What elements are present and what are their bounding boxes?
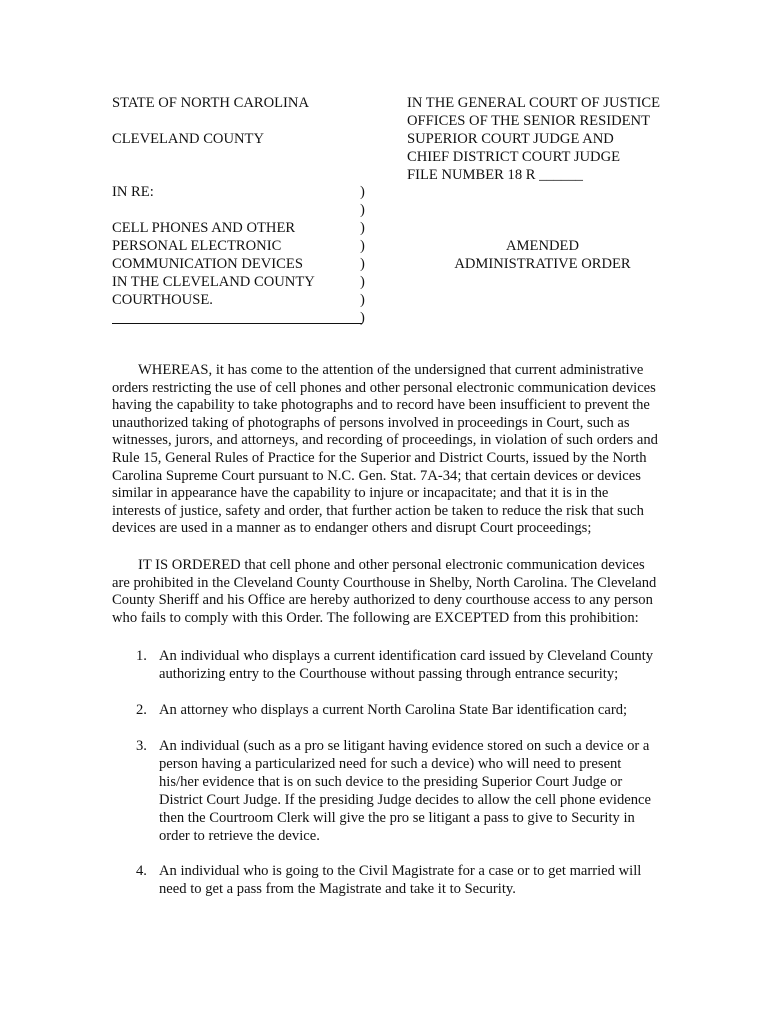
paragraph-line: orders restricting the use of cell phones and other personal electronic communication devices [112, 379, 656, 396]
paragraph-line: having the capability to take photographs and to record have been insufficient to prevent the [112, 397, 650, 414]
caption-paren: ) [360, 310, 365, 326]
paragraph-line: IT IS ORDERED that cell phone and other personal electronic communication devices [138, 557, 645, 573]
exception-item [159, 701, 679, 719]
exception-line: then the Courtroom Clerk will give the pro se litigant a pass to give to Security in [159, 810, 635, 826]
in-re-label: IN RE: [112, 184, 154, 200]
caption-paren: ) [360, 256, 365, 272]
matter-line: COMMUNICATION DEVICES [112, 256, 303, 272]
county-heading: CLEVELAND COUNTY [112, 131, 265, 147]
matter-line: COURTHOUSE. [112, 292, 213, 308]
court-heading-line: IN THE GENERAL COURT OF JUSTICE [407, 95, 661, 111]
paragraph-line: County Sheriff and his Office are hereby authorized to deny courthouse access to any person [112, 592, 653, 609]
paragraph-line: similar in appearance have the capability to injure or incapacitate; and that it is in the [112, 485, 609, 502]
court-heading-line: CHIEF DISTRICT COURT JUDGE [407, 149, 621, 165]
exception-line: order to retrieve the device. [159, 828, 320, 844]
matter-line: IN THE CLEVELAND COUNTY [112, 274, 315, 290]
caption-paren: ) [360, 238, 365, 254]
caption-paren: ) [360, 202, 365, 218]
exception-line: District Court Judge. If the presiding Judge decides to allow the cell phone evidence [159, 792, 651, 808]
paragraph-line: WHEREAS, it has come to the attention of the undersigned that current administrative [138, 362, 644, 378]
exception-line: his/her evidence that is on such device to the presiding Superior Court Judge or [159, 774, 623, 790]
paragraph-line: witnesses, jurors, and attorneys, and recording of proceedings, in violation of such orders and [112, 432, 658, 449]
exception-number: 1. [136, 648, 147, 664]
ordered-paragraph [112, 557, 657, 627]
whereas-paragraph [112, 362, 658, 538]
caption-paren: ) [360, 184, 365, 200]
file-number: FILE NUMBER 18 R ______ [407, 167, 583, 183]
exception-line: need to get a pass from the Magistrate and take it to Security. [159, 881, 516, 897]
caption-underline [112, 323, 362, 324]
exception-line: person having a particularized need for such a device) who will need to present [159, 756, 622, 772]
order-title-administrative: ADMINISTRATIVE ORDER [454, 256, 631, 272]
exception-line: authorizing entry to the Courthouse without passing through entrance security; [159, 666, 619, 682]
exception-line: An individual (such as a pro se litigant having evidence stored on such a device or a [159, 738, 650, 754]
paragraph-line: devices are used in a manner as to endanger others and disrupt Court proceedings; [112, 520, 592, 537]
exception-item [159, 647, 679, 683]
exception-line: An attorney who displays a current North Carolina State Bar identification card; [159, 702, 628, 718]
order-title-amended: AMENDED [506, 238, 579, 254]
paragraph-line: are prohibited in the Cleveland County Courthouse in Shelby, North Carolina. The Cleveland [112, 574, 657, 591]
state-heading: STATE OF NORTH CAROLINA [112, 95, 309, 111]
exception-number: 3. [136, 738, 147, 754]
matter-line: CELL PHONES AND OTHER [112, 220, 296, 236]
paragraph-line: interests of justice, safety and order, that further action be taken to reduce the risk that such [112, 502, 644, 519]
caption-paren: ) [360, 220, 365, 236]
exception-number: 2. [136, 702, 147, 718]
exception-item [159, 737, 679, 845]
court-heading-line: SUPERIOR COURT JUDGE AND [407, 131, 614, 147]
paragraph-line: who fails to comply with this Order. The following are EXCEPTED from this prohibition: [112, 609, 639, 626]
paragraph-line: unauthorized taking of photographs of persons involved in proceedings in Court, such as [112, 414, 630, 431]
exception-line: An individual who is going to the Civil Magistrate for a case or to get married will [159, 863, 642, 879]
paragraph-line: Carolina Supreme Court pursuant to N.C. Gen. Stat. 7A-34; that certain devices or devices [112, 467, 641, 484]
exception-line: An individual who displays a current identification card issued by Cleveland County [159, 648, 654, 664]
court-heading-line: OFFICES OF THE SENIOR RESIDENT [407, 113, 650, 129]
exception-item [159, 862, 679, 898]
paragraph-line: Rule 15, General Rules of Practice for the Superior and District Courts, issued by the North [112, 449, 647, 466]
matter-line: PERSONAL ELECTRONIC [112, 238, 282, 254]
exception-number: 4. [136, 863, 147, 879]
caption-paren: ) [360, 292, 365, 308]
caption-paren: ) [360, 274, 365, 290]
